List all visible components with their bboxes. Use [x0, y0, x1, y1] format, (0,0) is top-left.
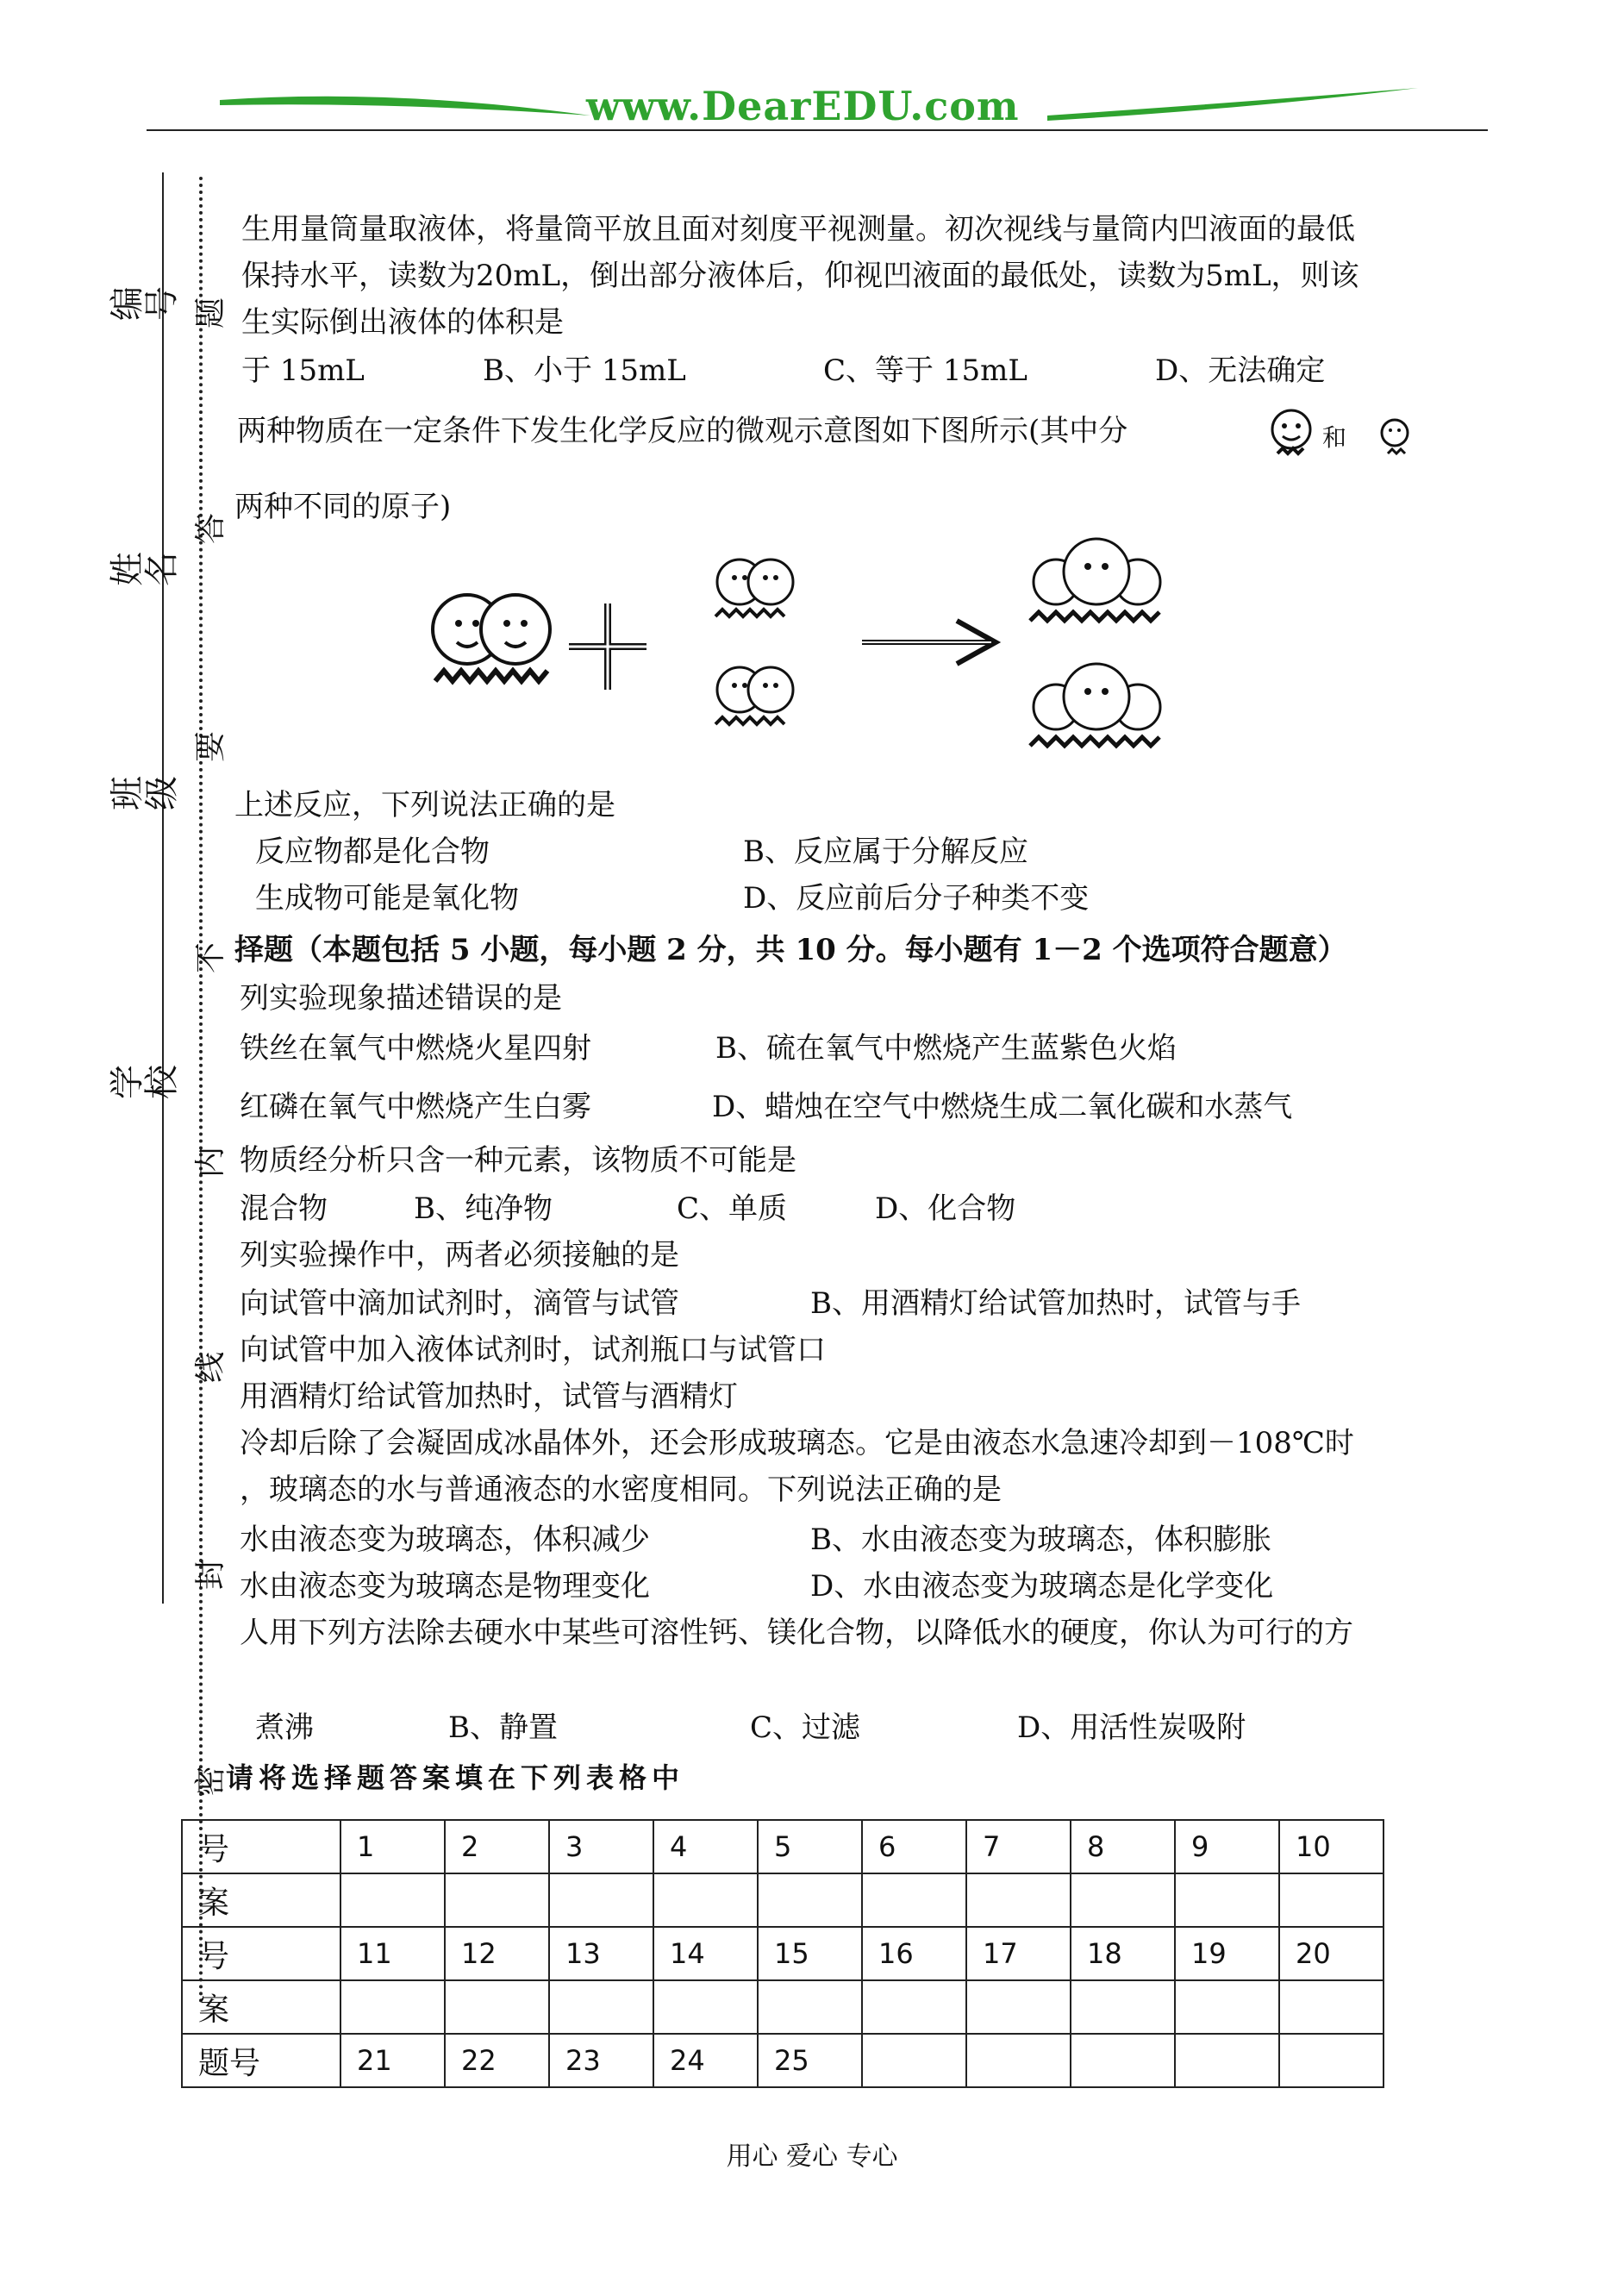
question-text-line: 保持水平，读数为20mL，倒出部分液体后，仰视凹液面的最低处，读数为5mL，则该 — [241, 259, 1359, 293]
answer-cell[interactable] — [758, 1980, 862, 2034]
section-heading: 择题（本题包括 5 小题，每小题 2 分，共 10 分。每小题有 1－2 个选项符合题意） — [234, 933, 1347, 967]
answer-cell[interactable] — [966, 1873, 1071, 1927]
answer-cell[interactable] — [1279, 1873, 1384, 1927]
option-d: 用酒精灯给试管加热时，试管与酒精灯 — [240, 1379, 738, 1414]
option-b: B、静置 — [448, 1710, 558, 1745]
seal-char: 题 — [193, 297, 228, 329]
option-b: B、反应属于分解反应 — [743, 835, 1028, 869]
option-a: 向试管中滴加试剂时，滴管与试管 — [240, 1286, 679, 1321]
row-header-cell: 号 — [182, 1927, 340, 1980]
logo-swoosh-right — [1043, 83, 1422, 131]
option-b: B、水由液态变为玻璃态，体积膨胀 — [810, 1523, 1271, 1557]
table-row — [182, 1873, 1384, 1927]
option-c: C、过滤 — [750, 1710, 861, 1745]
answer-cell[interactable] — [1279, 1980, 1384, 2034]
option-c: 向试管中加入液体试剂时，试剂瓶口与试管口 — [240, 1333, 826, 1367]
header-rule — [147, 129, 1488, 131]
answer-cell[interactable] — [1071, 1980, 1175, 2034]
label-number: 编号 — [108, 286, 182, 321]
option-b: B、小于 15mL — [483, 353, 686, 388]
answer-cell[interactable] — [862, 2034, 966, 2087]
question-text-line: 两种不同的原子) — [234, 490, 452, 524]
seal-char: 封 — [193, 1559, 228, 1591]
question-stem: 上述反应，下列说法正确的是 — [234, 788, 615, 822]
answer-cell[interactable] — [966, 2034, 1071, 2087]
answer-cell[interactable] — [549, 1980, 653, 2034]
question-stem: 列实验现象描述错误的是 — [240, 981, 562, 1016]
option-c: C、等于 15mL — [823, 353, 1027, 388]
label-school: 学校 — [108, 1065, 182, 1099]
table-row — [182, 1980, 1384, 2034]
option-c: 红磷在氧气中燃烧产生白雾 — [240, 1090, 591, 1124]
question-text-line: 生用量筒量取液体，将量筒平放且面对刻度平视测量。初次视线与量筒内凹液面的最低 — [241, 212, 1355, 247]
answer-table — [181, 1819, 1384, 2088]
footer-motto: 用心 爱心 专心 — [726, 2142, 898, 2172]
answer-cell: 18 — [1071, 1927, 1175, 1980]
answer-cell: 6 — [862, 1820, 966, 1873]
header-logo — [215, 83, 1422, 131]
answer-cell: 5 — [758, 1820, 862, 1873]
seal-char: 答 — [193, 513, 228, 545]
answer-cell: 2 — [445, 1820, 549, 1873]
question-text-line: 冷却后除了会凝固成冰晶体外，还会形成玻璃态。它是由液态水急速冷却到－108℃时 — [240, 1426, 1354, 1460]
option-a: 反应物都是化合物 — [255, 835, 490, 869]
answer-cell: 11 — [340, 1927, 445, 1980]
row-header-cell: 案 — [182, 1873, 340, 1927]
answer-cell[interactable] — [549, 1873, 653, 1927]
answer-cell[interactable] — [445, 1873, 549, 1927]
question-stem: 物质经分析只含一种元素，该物质不可能是 — [240, 1143, 796, 1178]
answer-cell: 13 — [549, 1927, 653, 1980]
option-b: B、纯净物 — [414, 1191, 553, 1226]
answer-cell[interactable] — [966, 1980, 1071, 2034]
option-d: D、用活性炭吸附 — [1017, 1710, 1246, 1745]
table-row — [182, 2034, 1384, 2087]
answer-cell[interactable] — [1175, 1980, 1279, 2034]
answer-cell[interactable] — [653, 1873, 758, 1927]
option-b: B、用酒精灯给试管加热时，试管与手 — [810, 1286, 1301, 1321]
answer-cell[interactable] — [758, 1873, 862, 1927]
answer-cell[interactable] — [340, 1873, 445, 1927]
answer-cell: 21 — [340, 2034, 445, 2087]
answer-cell[interactable] — [862, 1980, 966, 2034]
option-d: D、水由液态变为玻璃态是化学变化 — [810, 1569, 1274, 1604]
label-name: 姓名 — [108, 552, 182, 586]
answer-cell: 17 — [966, 1927, 1071, 1980]
answer-cell: 1 — [340, 1820, 445, 1873]
answer-cell: 10 — [1279, 1820, 1384, 1873]
answer-cell[interactable] — [445, 1980, 549, 2034]
answer-cell[interactable] — [862, 1873, 966, 1927]
answer-cell: 7 — [966, 1820, 1071, 1873]
answer-cell[interactable] — [1071, 2034, 1175, 2087]
question-stem: 列实验操作中，两者必须接触的是 — [240, 1238, 679, 1273]
answer-cell: 4 — [653, 1820, 758, 1873]
answer-cell: 22 — [445, 2034, 549, 2087]
option-d: D、无法确定 — [1155, 353, 1326, 388]
option-d: D、反应前后分子种类不变 — [743, 881, 1090, 916]
site-logo-text: www.DearEDU.com — [586, 83, 1020, 129]
option-c: 水由液态变为玻璃态是物理变化 — [240, 1569, 650, 1604]
answer-cell: 24 — [653, 2034, 758, 2087]
reaction-diagram — [422, 530, 1198, 780]
option-c: C、单质 — [677, 1191, 788, 1226]
answer-cell: 20 — [1279, 1927, 1384, 1980]
question-text-line: 生实际倒出液体的体积是 — [241, 305, 564, 340]
answer-cell: 19 — [1175, 1927, 1279, 1980]
answer-cell[interactable] — [1175, 2034, 1279, 2087]
row-header-cell: 案 — [182, 1980, 340, 2034]
seal-char: 要 — [193, 731, 228, 763]
option-a: 水由液态变为玻璃态，体积减少 — [240, 1523, 650, 1557]
seal-char: 不 — [193, 942, 228, 974]
question-stem: 人用下列方法除去硬水中某些可溶性钙、镁化合物，以降低水的硬度，你认为可行的方 — [240, 1616, 1353, 1650]
row-header-cell: 题号 — [182, 2034, 340, 2087]
question-text-line: ，玻璃态的水与普通液态的水密度相同。下列说法正确的是 — [240, 1473, 1002, 1507]
answer-cell[interactable] — [1279, 2034, 1384, 2087]
option-a: 煮沸 — [255, 1710, 314, 1745]
answer-cell: 23 — [549, 2034, 653, 2087]
answer-cell: 9 — [1175, 1820, 1279, 1873]
answer-cell: 14 — [653, 1927, 758, 1980]
option-c: 生成物可能是氧化物 — [255, 881, 519, 916]
sidebar-vertical-line — [162, 172, 164, 1604]
option-d: D、蜡烛在空气中燃烧生成二氧化碳和水蒸气 — [712, 1090, 1293, 1124]
seal-char: 线 — [193, 1352, 228, 1384]
answer-cell[interactable] — [340, 1980, 445, 2034]
seal-char: 内 — [193, 1147, 228, 1179]
row-header-cell: 号 — [182, 1820, 340, 1873]
answer-cell: 15 — [758, 1927, 862, 1980]
answer-cell[interactable] — [1175, 1873, 1279, 1927]
logo-swoosh-left — [215, 83, 595, 131]
answer-cell: 12 — [445, 1927, 549, 1980]
option-b: B、硫在氧气中燃烧产生蓝紫色火焰 — [715, 1031, 1177, 1066]
legend-and: 和 — [1322, 423, 1347, 452]
option-a: 于 15mL — [241, 353, 365, 388]
option-a: 铁丝在氧气中燃烧火星四射 — [240, 1031, 591, 1066]
answer-cell[interactable] — [1071, 1873, 1175, 1927]
answer-cell: 25 — [758, 2034, 862, 2087]
answer-cell: 16 — [862, 1927, 966, 1980]
table-row — [182, 1927, 1384, 1980]
sidebar-dotted-line — [199, 177, 203, 2004]
answer-table-instruction: 请将选择题答案填在下列表格中 — [226, 1761, 685, 1794]
option-a: 混合物 — [240, 1191, 328, 1226]
option-d: D、化合物 — [875, 1191, 1016, 1226]
label-class: 班级 — [108, 776, 182, 810]
question-text-line: 两种物质在一定条件下发生化学反应的微观示意图如下图所示(其中分 — [237, 414, 1128, 448]
table-row — [182, 1820, 1384, 1873]
answer-cell: 8 — [1071, 1820, 1175, 1873]
seal-char: 密 — [193, 1766, 228, 1798]
answer-cell[interactable] — [653, 1980, 758, 2034]
answer-cell: 3 — [549, 1820, 653, 1873]
